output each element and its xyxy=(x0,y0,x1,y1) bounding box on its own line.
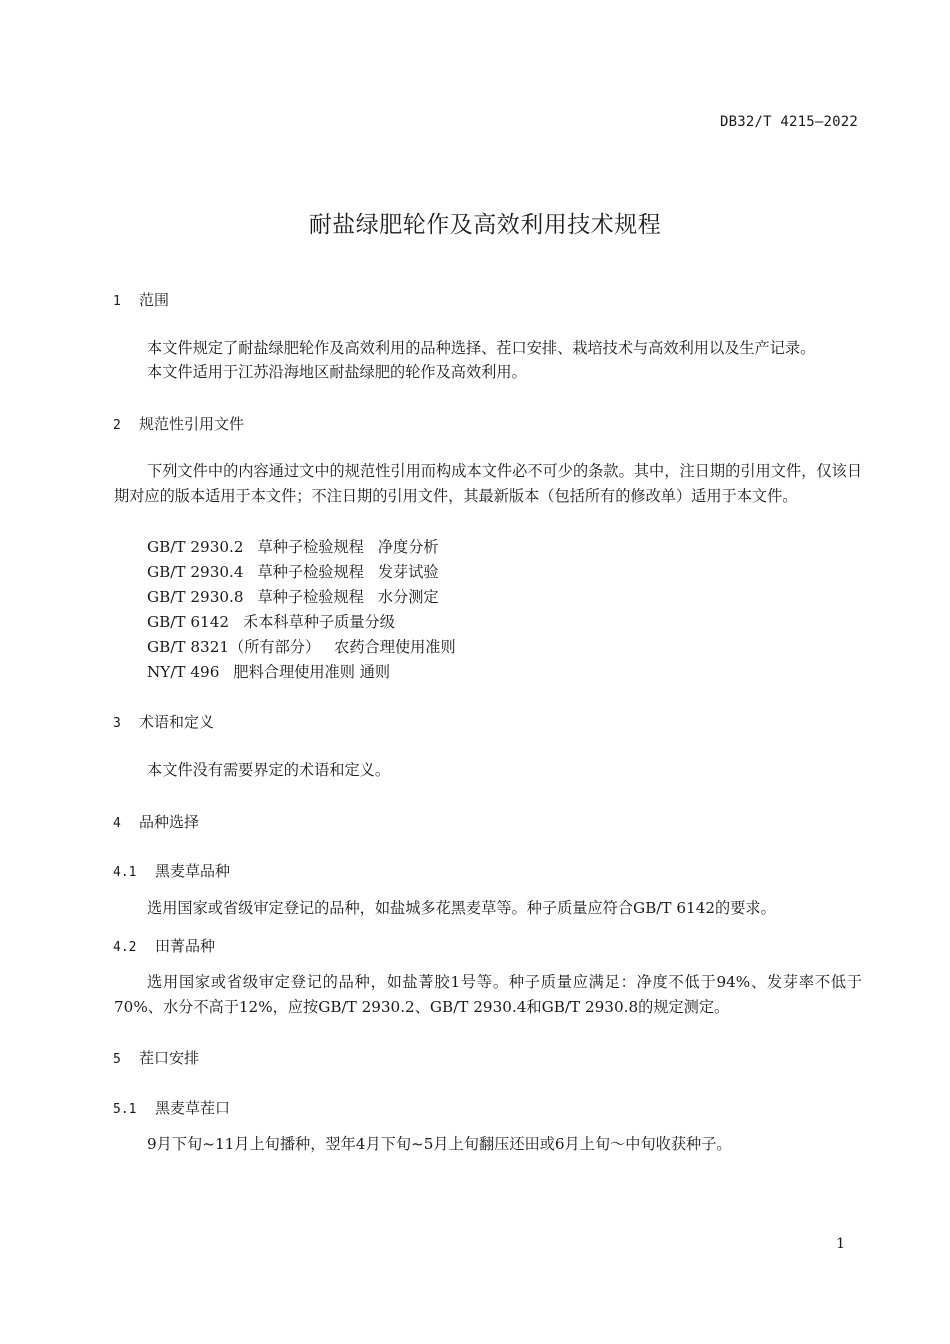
reference-name: 农药合理使用准则 xyxy=(334,638,456,656)
reference-code: GB/T 6142 xyxy=(147,613,230,631)
reference-item xyxy=(147,661,390,682)
document-title: 耐盐绿肥轮作及高效利用技术规程 xyxy=(308,212,662,238)
section-number: 4.2 xyxy=(113,940,137,955)
section-title: 范围 xyxy=(139,291,170,309)
reference-part: 净度分析 xyxy=(377,538,439,556)
section-1-paragraph-2: 本文件适用于江苏沿海地区耐盐绿肥的轮作及高效利用。 xyxy=(147,363,527,381)
section-title: 黑麦草品种 xyxy=(155,862,231,880)
section-1-heading xyxy=(113,289,169,310)
section-3-heading xyxy=(113,711,214,732)
section-title: 黑麦草茬口 xyxy=(155,1099,231,1117)
section-title: 茬口安排 xyxy=(139,1049,200,1067)
section-4-heading xyxy=(113,811,199,832)
section-number: 2 xyxy=(113,418,121,433)
section-5-heading xyxy=(113,1047,199,1068)
section-number: 1 xyxy=(113,294,121,309)
reference-item xyxy=(147,536,439,557)
reference-name: 草种子检验规程 xyxy=(257,563,364,581)
document-code: DB32/T 4215—2022 xyxy=(719,114,858,130)
page-number: 1 xyxy=(836,1236,845,1252)
section-title: 品种选择 xyxy=(139,813,200,831)
reference-part: 发芽试验 xyxy=(377,563,439,581)
section-2-heading xyxy=(113,413,244,434)
reference-name: 肥料合理使用准则 通则 xyxy=(233,663,391,681)
reference-item xyxy=(147,586,439,607)
section-title: 术语和定义 xyxy=(139,713,215,731)
section-4-2-paragraph-1: 选用国家或省级审定登记的品种，如盐菁胶1号等。种子质量应满足：净度不低于94%、发芽率不低于70%、水分不高于12%，应按GB/T 2930.2、GB/T 2930.4和GB/T 2930.8的规定测定。 xyxy=(114,973,862,1016)
section-4-2-heading xyxy=(113,935,215,956)
section-number: 4.1 xyxy=(113,865,137,880)
section-5-1-paragraph-1: 9月下旬~11月上旬播种，翌年4月下旬~5月上旬翻压还田或6月上旬～中旬收获种子。 xyxy=(147,1135,732,1153)
reference-code: GB/T 8321（所有部分） xyxy=(147,638,321,656)
reference-code: NY/T 496 xyxy=(147,663,220,681)
section-number: 3 xyxy=(113,716,121,731)
section-title: 田菁品种 xyxy=(155,937,216,955)
reference-item xyxy=(147,611,395,632)
reference-name: 禾本科草种子质量分级 xyxy=(243,613,395,631)
section-number: 5.1 xyxy=(113,1102,137,1117)
reference-code: GB/T 2930.2 xyxy=(147,538,244,556)
section-number: 4 xyxy=(113,816,121,831)
reference-item xyxy=(147,636,456,657)
section-4-1-paragraph-1: 选用国家或省级审定登记的品种，如盐城多花黑麦草等。种子质量应符合GB/T 6142的要求。 xyxy=(147,899,776,917)
reference-name: 草种子检验规程 xyxy=(257,588,364,606)
section-4-1-heading xyxy=(113,860,230,881)
section-2-paragraph-1: 下列文件中的内容通过文中的规范性引用而构成本文件必不可少的条款。其中，注日期的引用文件，仅该日期对应的版本适用于本文件；不注日期的引用文件，其最新版本（包括所有的修改单）适用于本文件。 xyxy=(114,462,862,505)
reference-code: GB/T 2930.4 xyxy=(147,563,244,581)
section-1-paragraph-1: 本文件规定了耐盐绿肥轮作及高效利用的品种选择、茬口安排、栽培技术与高效利用以及生产记录。 xyxy=(147,339,816,357)
reference-code: GB/T 2930.8 xyxy=(147,588,244,606)
section-title: 规范性引用文件 xyxy=(139,415,245,433)
section-number: 5 xyxy=(113,1052,121,1067)
section-3-paragraph-1: 本文件没有需要界定的术语和定义。 xyxy=(147,761,390,779)
section-5-1-heading xyxy=(113,1097,230,1118)
reference-part: 水分测定 xyxy=(377,588,439,606)
reference-name: 草种子检验规程 xyxy=(257,538,364,556)
reference-item xyxy=(147,561,439,582)
